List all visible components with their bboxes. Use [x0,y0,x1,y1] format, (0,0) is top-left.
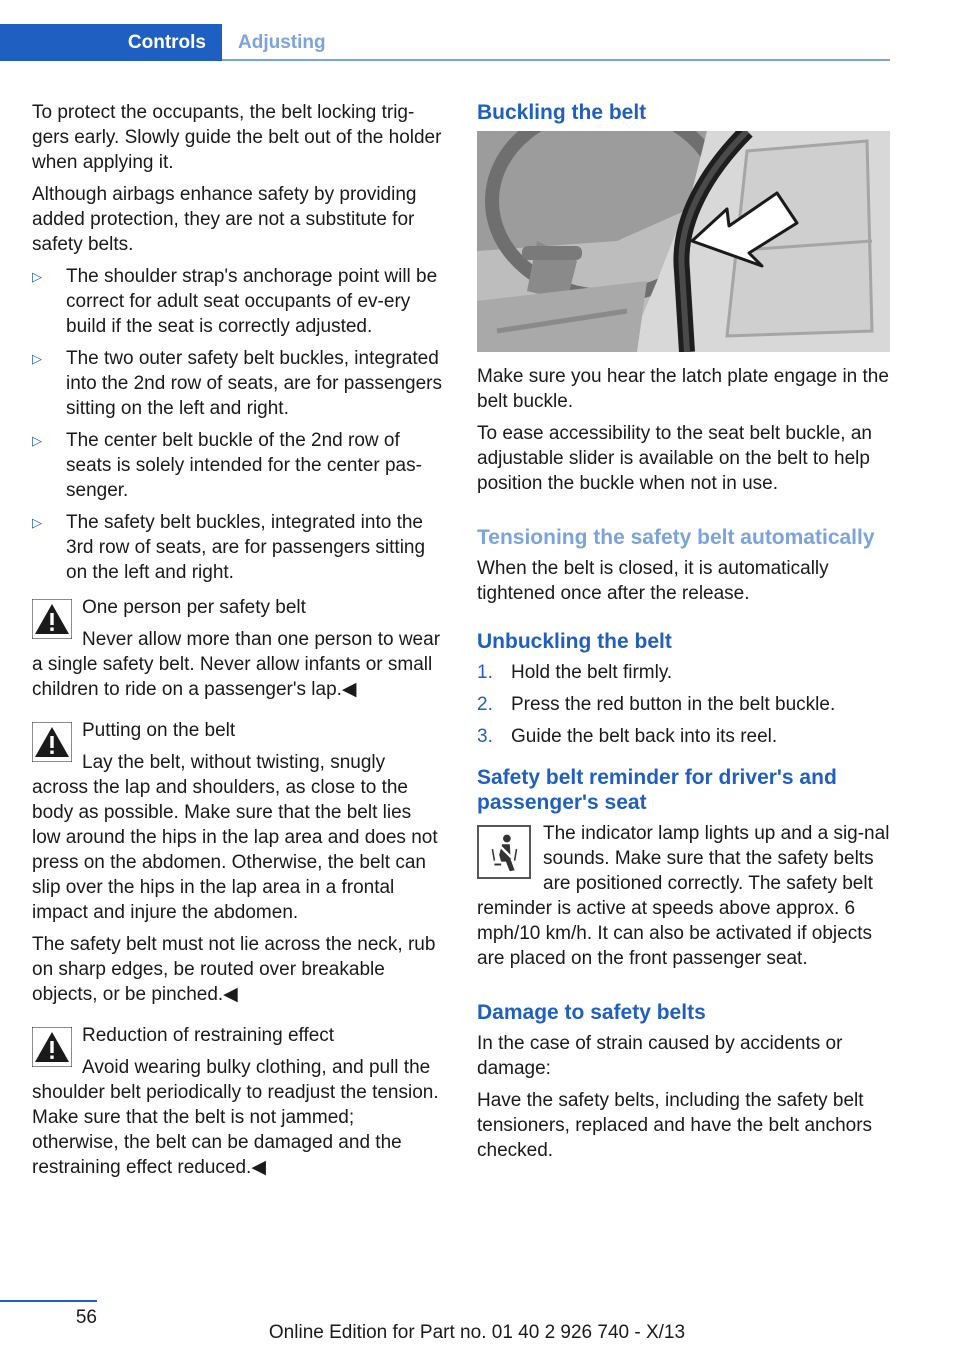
step-number: 1. [477,662,493,683]
bullet-marker-icon: ▷ [32,433,42,448]
heading-tensioning: Tensioning the safety belt automatically [477,526,875,549]
tab-adjusting[interactable]: Adjusting [238,32,326,53]
damage-paragraph-2: Have the safety belts, including the safety belt tensioners, replaced and have the belt anchors checked. [477,1090,873,1161]
left-column [32,100,444,1196]
damage-paragraph-1: In the case of strain caused by accidents or damage: [477,1033,843,1079]
seat-belt-buckle-photo [477,131,890,352]
warning-text: Lay the belt, without twisting, snugly across the lap and shoulders, as close to the body as possible. Make sure that the belt lies low around the hips in the lap area and does not press on the abdomen. Otherwise, the belt can slip over the hips in the lap area in a frontal impact and injure the abdomen. [32,752,438,923]
step-text: Press the red button in the belt buckle. [511,694,836,715]
warning-block-one-person [32,595,444,702]
seat-belt-reminder-icon [477,825,531,879]
list-item [32,264,444,339]
buckling-paragraph-2: To ease accessibility to the seat belt buckle, an adjustable slider is available on the belt to help position the buckle when not in use. [477,423,873,494]
warning-text-continued: The safety belt must not lie across the neck, rub on sharp edges, be routed over breakable objects, or be pinched.◀ [32,934,436,1005]
step-text: Hold the belt firmly. [511,662,673,683]
warning-block-reduction [32,1023,444,1180]
warning-text: Avoid wearing bulky clothing, and pull the shoulder belt periodically to readjust the tension. Make sure that the belt is not jammed; otherwise, the belt can be damaged and the restraining effect reduced.◀ [32,1057,439,1178]
bullet-list [32,264,444,585]
warning-title: One person per safety belt [82,597,306,618]
footer-rule [0,1300,97,1302]
right-column [477,100,890,1170]
warning-title: Reduction of restraining effect [82,1025,335,1046]
bullet-text: The center belt buckle of the 2nd row of seats is solely intended for the center pas‐senger. [66,430,422,501]
warning-title: Putting on the belt [82,720,236,741]
warning-text: Never allow more than one person to wear a single safety belt. Never allow infants or small children to ride on a passenger's lap.◀ [32,629,441,700]
heading-buckling: Buckling the belt [477,101,647,124]
tab-controls[interactable]: Controls [127,32,206,53]
warning-triangle-icon [32,1027,72,1067]
tensioning-paragraph: When the belt is closed, it is automatically tightened once after the release. [477,558,829,604]
warning-block-putting-on [32,718,444,1007]
intro-paragraph-1: To protect the occupants, the belt locking trig‐gers early. Slowly guide the belt out of the holder when applying it. [32,102,442,173]
reminder-block [477,821,890,978]
buckling-paragraph-1: Make sure you hear the latch plate engage in the belt buckle. [477,366,889,412]
list-item [32,510,444,585]
spacer [477,978,890,1000]
heading-reminder: Safety belt reminder for driver's and passenger's seat [477,766,837,814]
list-item [477,660,890,685]
intro-paragraph-2: Although airbags enhance safety by providing added protection, they are not a substitute for safety belts. [32,184,417,255]
bullet-marker-icon: ▷ [32,515,42,530]
list-item [32,428,444,503]
warning-triangle-icon [32,599,72,639]
list-item [32,346,444,421]
page-number: 56 [75,1307,97,1328]
unbuckling-steps [477,660,890,749]
bullet-marker-icon: ▷ [32,351,42,366]
spacer [477,613,890,629]
bullet-text: The two outer safety belt buckles, integrated into the 2nd row of seats, are for passengers sitting on the left and right. [66,348,442,419]
list-item [477,692,890,717]
bullet-text: The safety belt buckles, integrated into the 3rd row of seats, are for passengers sitting on the left and right. [66,512,426,583]
heading-damage: Damage to safety belts [477,1001,706,1024]
step-text: Guide the belt back into its reel. [511,726,778,747]
header-rule [222,59,890,61]
warning-triangle-icon [32,722,72,762]
bullet-marker-icon: ▷ [32,269,42,284]
step-number: 2. [477,694,493,715]
edition-note: Online Edition for Part no. 01 40 2 926 740 - X/13 [268,1322,686,1343]
reminder-paragraph: The indicator lamp lights up and a sig‐nal sounds. Make sure that the safety belts are positioned correctly. The safety belt reminder is active at speeds above approx. 6 mph/10 km/h. It can also be activated if objects are placed on the front passenger seat. [477,823,890,969]
list-item [477,724,890,749]
spacer [477,503,890,525]
heading-unbuckling: Unbuckling the belt [477,630,672,653]
bullet-text: The shoulder strap's anchorage point will be correct for adult seat occupants of ev‐ery build if the seat is correctly adjusted. [66,266,438,337]
step-number: 3. [477,726,493,747]
